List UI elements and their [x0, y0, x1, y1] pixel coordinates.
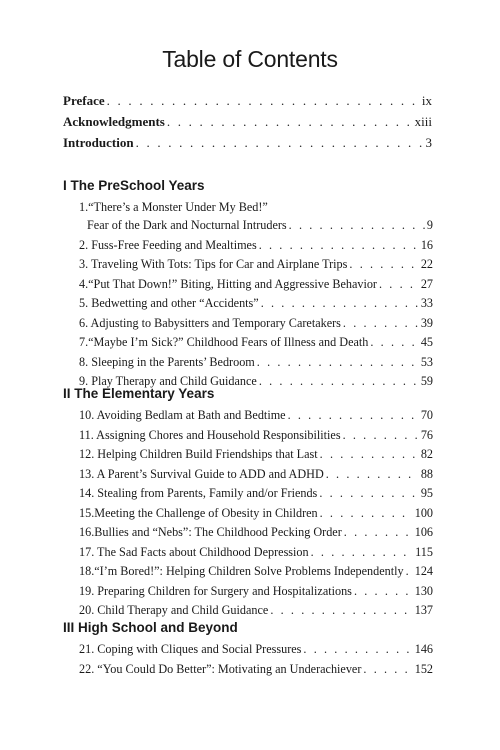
dot-leader	[379, 275, 419, 295]
dot-leader	[320, 445, 419, 465]
toc-entry[interactable]	[63, 275, 433, 295]
toc-entry[interactable]	[63, 582, 433, 602]
dot-leader	[136, 135, 424, 151]
entry-page-number: 39	[420, 315, 433, 330]
entry-page-number: 100	[414, 505, 433, 520]
entry-page-number: 82	[420, 447, 433, 461]
toc-entry[interactable]	[63, 660, 433, 680]
entry-page-number: 70	[420, 408, 433, 422]
entry-page-number: 106	[414, 525, 433, 539]
dot-leader	[363, 660, 412, 680]
dot-leader	[344, 523, 413, 543]
toc-entry[interactable]	[63, 465, 433, 485]
part-section-preschool	[63, 176, 433, 392]
entry-label: 12. Helping Children Build Friendships that Last	[79, 447, 318, 461]
entry-label: 2. Fuss-Free Feeding and Mealtimes	[79, 237, 257, 252]
part-heading: II The Elementary Years	[63, 386, 215, 401]
entry-label: 10. Avoiding Bedlam at Bath and Bedtime	[79, 408, 286, 422]
toc-entry[interactable]	[63, 314, 433, 334]
dot-leader	[349, 255, 418, 275]
dot-leader	[303, 640, 412, 660]
entry-label: 22. “You Could Do Better”: Motivating an Underachiever	[79, 661, 362, 676]
toc-entry-introduction[interactable]	[63, 135, 432, 156]
dot-leader	[343, 314, 419, 334]
entry-label: 15.Meeting the Challenge of Obesity in Children	[79, 505, 318, 520]
entry-page-number: 27	[420, 276, 433, 291]
entry-label: 3. Traveling With Tots: Tips for Car and Airplane Trips	[79, 257, 348, 271]
dot-leader	[288, 406, 419, 426]
entry-label: 17. The Sad Facts about Childhood Depression	[79, 544, 309, 559]
dot-leader	[319, 484, 419, 504]
entry-label: Acknowledgments	[63, 114, 165, 129]
entry-page-number: 76	[420, 427, 433, 442]
toc-entry[interactable]	[63, 523, 433, 543]
part-heading: I The PreSchool Years	[63, 178, 205, 193]
dot-leader	[107, 93, 420, 109]
dot-leader	[370, 333, 418, 353]
toc-entry[interactable]	[63, 333, 433, 353]
entry-page-number: 9	[426, 218, 433, 232]
toc-entry[interactable]	[63, 640, 433, 660]
entry-page-number: 115	[415, 544, 433, 559]
entry-label: 4.“Put That Down!” Biting, Hitting and Aggressive Behavior	[79, 276, 377, 291]
entry-label: 7.“Maybe I’m Sick?” Childhood Fears of Illness and Death	[79, 335, 369, 349]
entry-page-number: 22	[420, 257, 433, 271]
entry-label: 6. Adjusting to Babysitters and Temporary Caretakers	[79, 315, 341, 330]
toc-entry[interactable]	[63, 426, 433, 446]
toc-entry[interactable]	[63, 198, 433, 216]
entry-page-number: 59	[420, 374, 433, 388]
page-title: Table of Contents	[162, 46, 338, 72]
entry-label: 9. Play Therapy and Child Guidance	[79, 374, 257, 388]
entry-page-number: ix	[421, 93, 432, 108]
dot-leader	[257, 353, 419, 373]
entry-label: Preface	[63, 93, 105, 108]
entry-label: 1.“There’s a Monster Under My Bed!”	[79, 200, 268, 214]
toc-entry[interactable]	[63, 255, 433, 275]
entry-label: 19. Preparing Children for Surgery and Hospitalizations	[79, 583, 352, 598]
entry-label: 16.Bullies and “Nebs”: The Childhood Pecking Order	[79, 525, 342, 539]
toc-entry[interactable]	[63, 216, 433, 236]
dot-leader	[289, 216, 425, 236]
entry-page-number: 33	[420, 296, 433, 310]
entry-page-number: 16	[420, 237, 433, 252]
dot-leader	[320, 504, 413, 524]
entry-label: 21. Coping with Cliques and Social Pressures	[79, 642, 302, 656]
toc-entry[interactable]	[63, 406, 433, 426]
entry-label: 13. A Parent’s Survival Guide to ADD and ADHD	[79, 466, 324, 481]
dot-leader	[326, 465, 419, 485]
dot-leader	[406, 562, 413, 582]
entry-label: 20. Child Therapy and Child Guidance	[79, 603, 269, 617]
toc-entry-acknowledgments[interactable]	[63, 114, 432, 135]
entry-page-number: 45	[420, 335, 433, 349]
entry-label: 18.“I’m Bored!”: Helping Children Solve Problems Independently	[79, 564, 404, 578]
toc-entry[interactable]	[63, 484, 433, 504]
toc-entry[interactable]	[63, 236, 433, 256]
part-section-high-school	[63, 618, 433, 679]
dot-leader	[259, 236, 419, 256]
entry-page-number: 3	[425, 135, 432, 150]
entry-label: 11. Assigning Chores and Household Responsibilities	[79, 427, 341, 442]
entry-page-number: 137	[414, 603, 433, 617]
toc-entry[interactable]	[63, 353, 433, 373]
entry-page-number: 124	[414, 564, 433, 578]
entry-page-number: 146	[414, 642, 433, 656]
entry-label: Introduction	[63, 135, 134, 150]
part-section-elementary	[63, 384, 433, 621]
entry-page-number: 53	[420, 354, 433, 369]
entry-page-number: 130	[414, 583, 433, 598]
dot-leader	[261, 294, 419, 314]
toc-entry[interactable]	[63, 543, 433, 563]
toc-entry-preface[interactable]	[63, 93, 432, 114]
dot-leader	[343, 426, 419, 446]
toc-entry[interactable]	[63, 445, 433, 465]
entry-label: Fear of the Dark and Nocturnal Intruders	[87, 218, 287, 232]
entry-page-number: 152	[414, 661, 433, 676]
dot-leader	[167, 114, 413, 130]
dot-leader	[311, 543, 414, 563]
toc-entry[interactable]	[63, 562, 433, 582]
entry-label: 5. Bedwetting and other “Accidents”	[79, 296, 259, 310]
front-matter-list	[63, 93, 432, 156]
toc-entry[interactable]	[63, 294, 433, 314]
entry-page-number: xiii	[414, 114, 432, 129]
dot-leader	[354, 582, 413, 602]
toc-entry[interactable]	[63, 504, 433, 524]
entry-label: 8. Sleeping in the Parents’ Bedroom	[79, 354, 255, 369]
entry-page-number: 88	[420, 466, 433, 481]
entry-page-number: 95	[420, 486, 433, 500]
part-heading: III High School and Beyond	[63, 620, 238, 635]
entry-label: 14. Stealing from Parents, Family and/or Friends	[79, 486, 318, 500]
